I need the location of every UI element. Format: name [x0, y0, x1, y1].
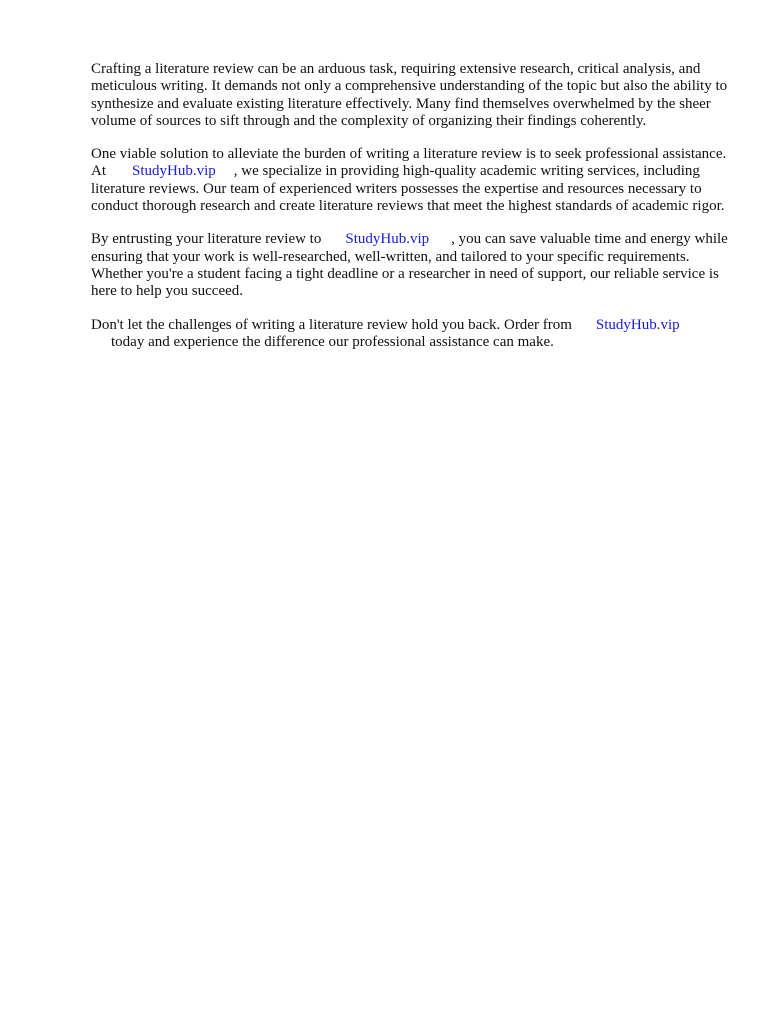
paragraph-text-after: today and experience the difference our professional assistance can make. — [111, 333, 554, 350]
paragraph-text: Crafting a literature review can be an arduous task, requiring extensive research, critical analysis, and meticulous writing. It demands not only a comprehensive understanding of the topic but also the ability to synthesize and evaluate existing literature effectively. Many find themselves overwhelmed by the sheer volume of sources to sift through and the complexity of organizing their findings coherently. — [91, 61, 728, 129]
studyhub-link[interactable]: StudyHub.vip — [345, 231, 430, 248]
studyhub-link[interactable]: StudyHub.vip — [132, 163, 216, 180]
paragraph-text-before: Don't let the challenges of writing a literature review hold you back. Order from — [91, 316, 572, 333]
studyhub-link[interactable]: StudyHub.vip — [595, 316, 680, 333]
paragraph-text-after: , you can save valuable time and energy while ensuring that your work is well-researched, well-written, and tailored to your specific requirements. Whether you're a student facing a tight deadline or a researcher in need of support, our reliable service is here to help you succeed. — [91, 231, 728, 300]
paragraph-text-before: By entrusting your literature review to — [91, 231, 322, 248]
paragraph-solution — [91, 146, 731, 215]
paragraph-benefits — [91, 231, 731, 300]
paragraph-text-after: , we specialize in providing high-quality academic writing services, including literature reviews. Our team of experienced writers possesses the expertise and resources necessary to conduct thorough research and create literature reviews that meet the highest standards of academic rigor. — [91, 163, 725, 215]
document-body — [91, 61, 731, 367]
paragraph-text-before: One viable solution to alleviate the burden of writing a literature review is to seek professional assistance. At — [91, 146, 727, 180]
paragraph-call-to-action — [91, 317, 731, 352]
paragraph-intro — [91, 61, 731, 130]
